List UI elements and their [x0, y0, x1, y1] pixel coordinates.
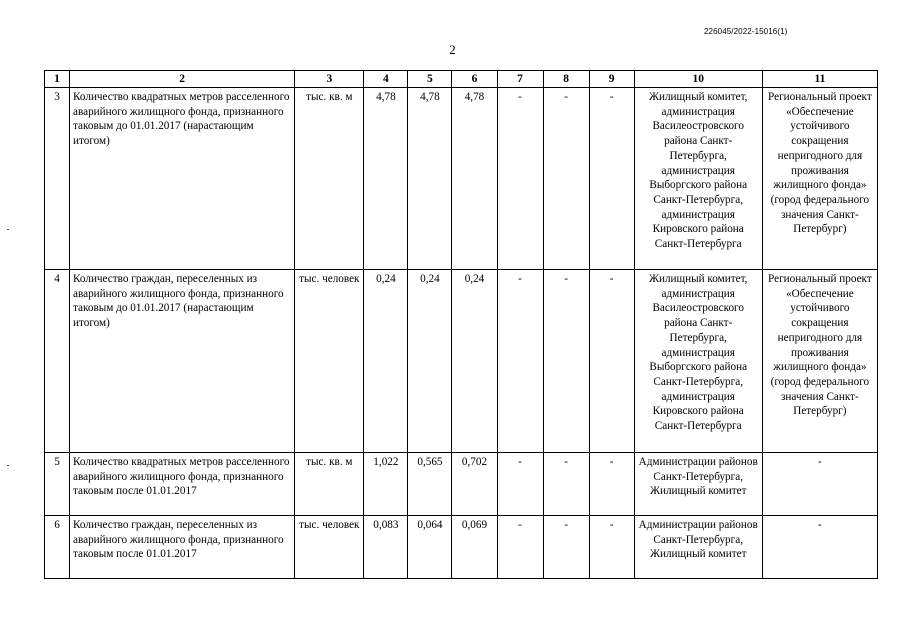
value-cell: 0,24 [364, 270, 408, 453]
responsible-executor: Жилищный комитет, администрация Василеостровского района Санкт-Петербурга, администрация Выборгского района Санкт-Петербурга, администрация Кировского района Санкт-Петербурга [634, 88, 762, 270]
indicator-name: Количество граждан, переселенных из аварийного жилищного фонда, признанного таковым до 01.01.2017 (нарастающим итогом) [70, 270, 295, 453]
column-header: 9 [589, 71, 634, 88]
column-header: 8 [543, 71, 589, 88]
value-cell: 4,78 [452, 88, 497, 270]
row-number: 5 [45, 453, 70, 516]
value-cell: 0,24 [408, 270, 452, 453]
unit-of-measure: тыс. кв. м [295, 88, 364, 270]
value-cell: - [497, 88, 543, 270]
value-cell: - [589, 453, 634, 516]
value-cell: 4,78 [408, 88, 452, 270]
column-header: 10 [634, 71, 762, 88]
page-number: 2 [449, 42, 456, 57]
value-cell: - [543, 516, 589, 579]
unit-of-measure: тыс. человек [295, 270, 364, 453]
indicators-table [44, 70, 878, 579]
unit-of-measure: тыс. кв. м [295, 453, 364, 516]
scan-mark [7, 465, 9, 466]
responsible-executor: Жилищный комитет, администрация Василеостровского района Санкт-Петербурга, администрация Выборгского района Санкт-Петербурга, администрация Кировского района Санкт-Петербурга [634, 270, 762, 453]
column-header: 3 [295, 71, 364, 88]
responsible-executor: Администрации районов Санкт-Петербурга, Жилищный комитет [634, 516, 762, 579]
value-cell: 1,022 [364, 453, 408, 516]
table-row [45, 516, 878, 579]
value-cell: - [497, 453, 543, 516]
column-number-header-row [45, 71, 878, 88]
row-number: 6 [45, 516, 70, 579]
regional-project: - [762, 516, 877, 579]
value-cell: - [543, 88, 589, 270]
indicator-name: Количество квадратных метров расселенного аварийного жилищного фонда, признанного таковым после 01.01.2017 [70, 453, 295, 516]
column-header: 1 [45, 71, 70, 88]
value-cell: - [589, 270, 634, 453]
column-header: 11 [762, 71, 877, 88]
value-cell: 0,069 [452, 516, 497, 579]
value-cell: 0,24 [452, 270, 497, 453]
table-row [45, 453, 878, 516]
value-cell: - [543, 270, 589, 453]
table-row [45, 270, 878, 453]
responsible-executor: Администрации районов Санкт-Петербурга, Жилищный комитет [634, 453, 762, 516]
value-cell: 0,083 [364, 516, 408, 579]
value-cell: 4,78 [364, 88, 408, 270]
value-cell: 0,565 [408, 453, 452, 516]
value-cell: 0,064 [408, 516, 452, 579]
unit-of-measure: тыс. человек [295, 516, 364, 579]
column-header: 4 [364, 71, 408, 88]
row-number: 4 [45, 270, 70, 453]
value-cell: - [497, 516, 543, 579]
indicator-name: Количество граждан, переселенных из аварийного жилищного фонда, признанного таковым после 01.01.2017 [70, 516, 295, 579]
row-number: 3 [45, 88, 70, 270]
scan-mark [7, 229, 9, 230]
regional-project: Региональный проект «Обеспечение устойчивого сокращения непригодного для проживания жилищного фонда» (город федерального значения Санкт-Петербург) [762, 88, 877, 270]
document-registration-number: 226045/2022-15016(1) [704, 27, 788, 36]
value-cell: - [497, 270, 543, 453]
column-header: 5 [408, 71, 452, 88]
value-cell: - [589, 516, 634, 579]
regional-project: - [762, 453, 877, 516]
value-cell: - [589, 88, 634, 270]
column-header: 2 [70, 71, 295, 88]
column-header: 6 [452, 71, 497, 88]
value-cell: - [543, 453, 589, 516]
regional-project: Региональный проект «Обеспечение устойчивого сокращения непригодного для проживания жилищного фонда» (город федерального значения Санкт-Петербург) [762, 270, 877, 453]
indicator-name: Количество квадратных метров расселенного аварийного жилищного фонда, признанного таковым до 01.01.2017 (нарастающим итогом) [70, 88, 295, 270]
column-header: 7 [497, 71, 543, 88]
table-row [45, 88, 878, 270]
value-cell: 0,702 [452, 453, 497, 516]
